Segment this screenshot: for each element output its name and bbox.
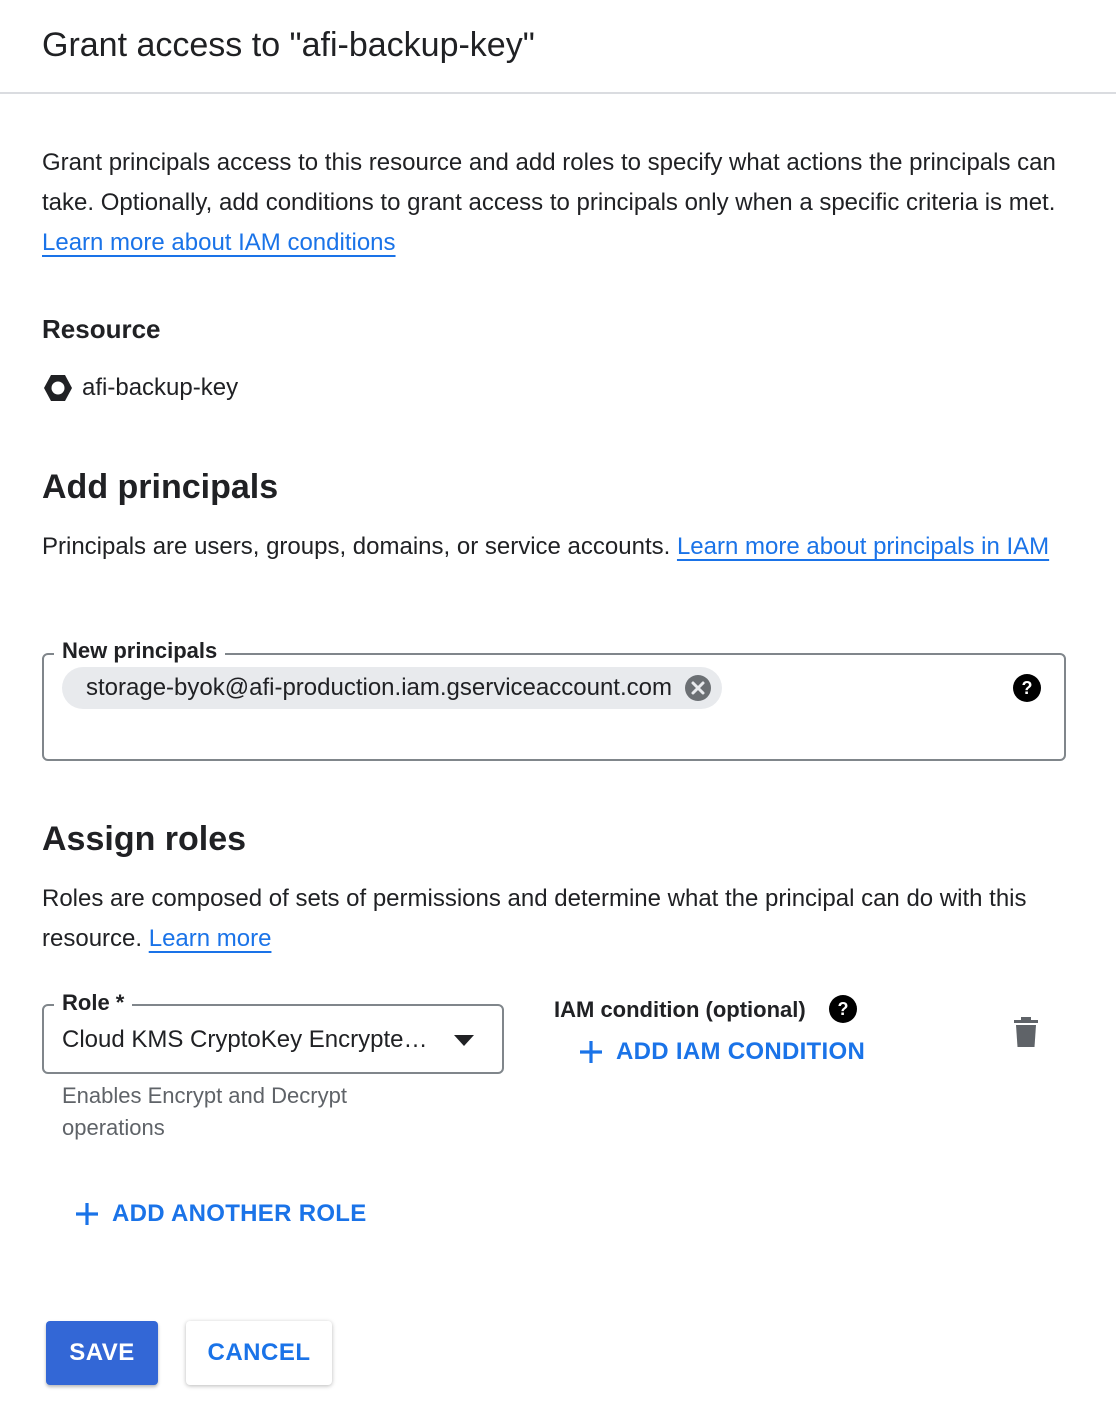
resource-row xyxy=(42,370,238,406)
iam-condition-label-text: IAM condition (optional) xyxy=(554,997,806,1022)
svg-text:?: ? xyxy=(1021,678,1033,698)
add-another-role-button[interactable] xyxy=(74,1200,367,1228)
svg-text:?: ? xyxy=(837,999,849,1019)
principal-chip[interactable] xyxy=(62,667,722,709)
intro-text xyxy=(42,143,1082,263)
add-iam-condition-label: ADD IAM CONDITION xyxy=(616,1038,866,1065)
dialog-header xyxy=(0,0,1116,94)
principals-text: Principals are users, groups, domains, or service accounts. xyxy=(42,533,671,560)
chip-remove-icon[interactable] xyxy=(684,674,712,702)
plus-icon xyxy=(578,1039,616,1065)
intro-description: Grant principals access to this resource and add roles to specify what actions the principals can take. Optionally, add conditions to grant access to principals only when a specific criteria is met. xyxy=(42,149,1056,216)
add-another-role-label: ADD ANOTHER ROLE xyxy=(112,1200,367,1227)
role-hint: Enables Encrypt and Decrypt operations xyxy=(62,1083,347,1140)
delete-role-icon[interactable] xyxy=(1012,1016,1040,1053)
roles-description xyxy=(42,879,1042,959)
principals-description xyxy=(42,527,1062,567)
add-iam-condition-button[interactable] xyxy=(578,1038,865,1066)
role-select[interactable] xyxy=(42,990,504,1074)
iam-conditions-link[interactable]: Learn more about IAM conditions xyxy=(42,229,396,256)
role-label: Role * xyxy=(54,990,132,1016)
iam-condition-help-icon[interactable] xyxy=(828,994,858,1024)
principal-chip-label: storage-byok@afi-production.iam.gserviceaccount.com xyxy=(86,674,672,701)
dropdown-arrow-icon xyxy=(454,1034,474,1052)
cancel-button[interactable]: CANCEL xyxy=(186,1321,332,1385)
resource-name: afi-backup-key xyxy=(82,374,239,401)
add-principals-title: Add principals xyxy=(42,468,279,506)
roles-text: Roles are composed of sets of permissions and determine what the principal can do with this resource. xyxy=(42,885,1027,952)
assign-roles-title: Assign roles xyxy=(42,820,247,858)
new-principals-label: New principals xyxy=(54,638,225,664)
dialog-title: Grant access to "afi-backup-key" xyxy=(42,26,535,64)
principals-learn-more-link[interactable]: Learn more about principals in IAM xyxy=(676,533,1050,560)
iam-condition-label xyxy=(554,996,806,1024)
key-hexagon-icon xyxy=(42,372,82,404)
plus-icon xyxy=(74,1201,112,1227)
role-value: Cloud KMS CryptoKey Encrypte… xyxy=(62,1026,428,1053)
save-button[interactable]: SAVE xyxy=(46,1321,158,1385)
principals-help-icon[interactable] xyxy=(1012,673,1042,703)
new-principals-field[interactable] xyxy=(42,638,1066,761)
resource-label: Resource xyxy=(42,314,161,344)
roles-learn-more-link[interactable]: Learn more xyxy=(148,925,272,952)
